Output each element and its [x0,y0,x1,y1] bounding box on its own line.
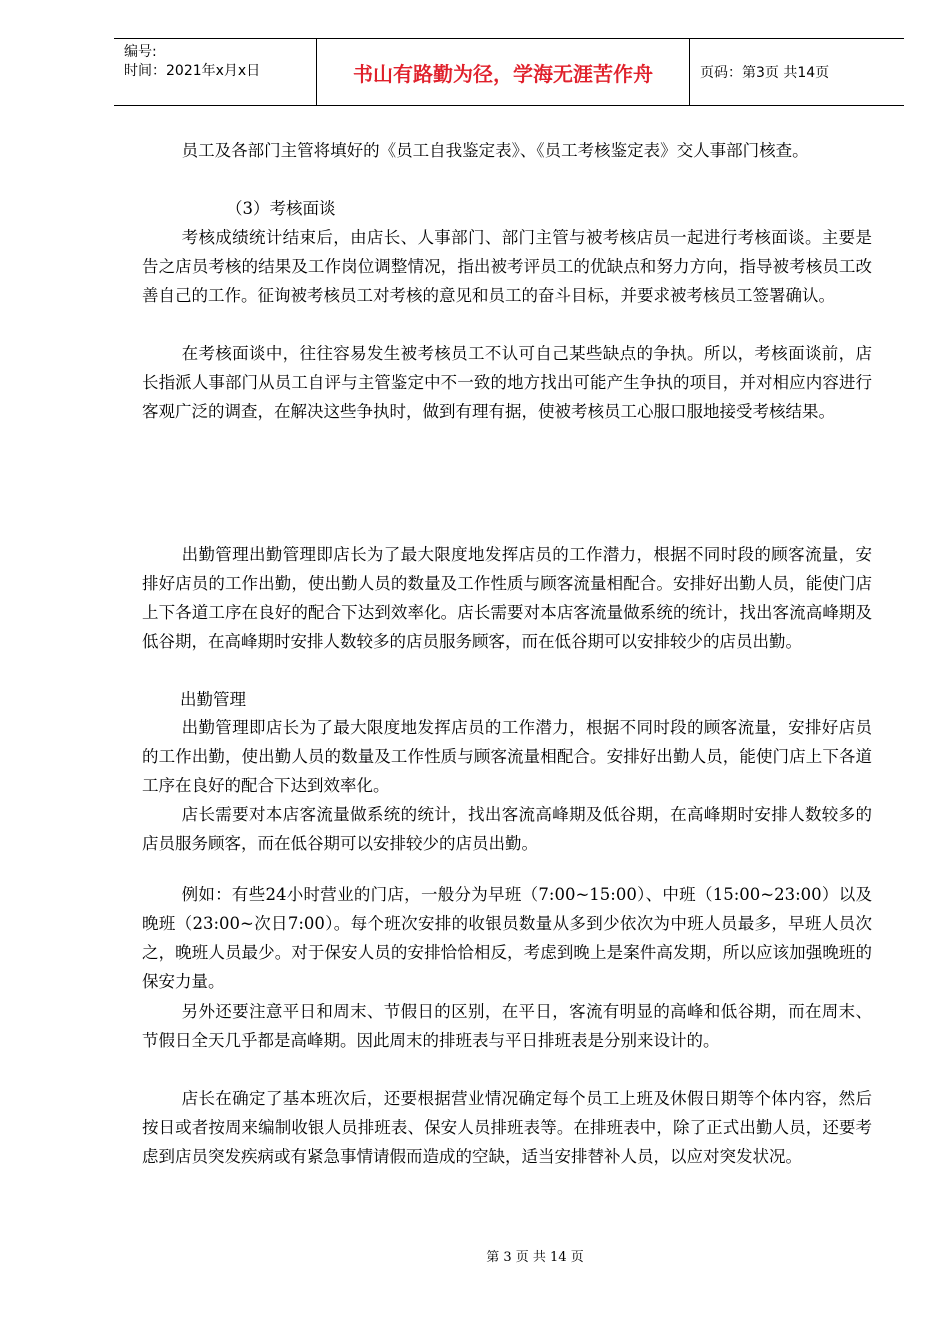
paragraph: 例如：有些24小时营业的门店，一般分为早班（7:00~15:00）、中班（15:00~23:00）以及晚班（23:00~次日7:00）。每个班次安排的收银员数量从多到少依次为中班人员最多，早班人员次之，晚班人员最少。对于保安人员的安排恰恰相反，考虑到晚上是案件高发期，所以应该加强晚班的保安力量。 [142,885,872,991]
page-header [114,38,904,106]
paragraph: 出勤管理即店长为了最大限度地发挥店员的工作潜力，根据不同时段的顾客流量，安排好店员的工作出勤，使出勤人员的数量及工作性质与顾客流量相配合。安排好出勤人员，能使门店上下各道工序在良好的配合下达到效率化。 [142,718,872,795]
paragraph: 出勤管理出勤管理即店长为了最大限度地发挥店员的工作潜力，根据不同时段的顾客流量，安排好店员的工作出勤，使出勤人员的数量及工作性质与顾客流量相配合。安排好出勤人员，能使门店上下各道工序在良好的配合下达到效率化。店长需要对本店客流量做系统的统计，找出客流高峰期及低谷期，在高峰期时安排人数较多的店员服务顾客，而在低谷期可以安排较少的店员出勤。 [142,545,872,651]
section-heading: （3）考核面谈 [226,199,336,218]
header-page-info: 页码：第3页 共14页 [700,65,830,81]
paragraph: 店长需要对本店客流量做系统的统计，找出客流高峰期及低谷期，在高峰期时安排人数较多的店员服务顾客，而在低谷期可以安排较少的店员出勤。 [142,805,872,853]
time-label: 时间：2021年x月x日 [124,63,261,79]
header-meta [114,39,316,105]
page-footer: 第 3 页 共 14 页 [486,1250,584,1265]
paragraph: 在考核面谈中，往往容易发生被考核员工不认可自己某些缺点的争执。所以，考核面谈前，店长指派人事部门从员工自评与主管鉴定中不一致的地方找出可能产生争执的项目，并对相应内容进行客观广泛的调查，在解决这些争执时，做到有理有据，使被考核员工心服口服地接受考核结果。 [142,344,872,421]
paragraph: 员工及各部门主管将填好的《员工自我鉴定表》、《员工考核鉴定表》交人事部门核查。 [181,141,809,160]
number-label: 编号: [124,44,157,60]
header-motto: 书山有路勤为径，学海无涯苦作舟 [316,39,690,105]
paragraph: 店长在确定了基本班次后，还要根据营业情况确定每个员工上班及休假日期等个体内容，然后按日或者按周来编制收银人员排班表、保安人员排班表等。在排班表中，除了正式出勤人员，还要考虑到店员突发疾病或有紧急事情请假而造成的空缺，适当安排替补人员，以应对突发状况。 [142,1089,872,1166]
section-heading: 出勤管理 [180,690,246,709]
paragraph: 考核成绩统计结束后，由店长、人事部门、部门主管与被考核店员一起进行考核面谈。主要是告之店员考核的结果及工作岗位调整情况，指出被考评员工的优缺点和努力方向，指导被考核员工改善自己的工作。征询被考核员工对考核的意见和员工的奋斗目标，并要求被考核员工签署确认。 [142,228,872,305]
paragraph: 另外还要注意平日和周末、节假日的区别，在平日，客流有明显的高峰和低谷期，而在周末、节假日全天几乎都是高峰期。因此周末的排班表与平日排班表是分别来设计的。 [142,1002,872,1050]
